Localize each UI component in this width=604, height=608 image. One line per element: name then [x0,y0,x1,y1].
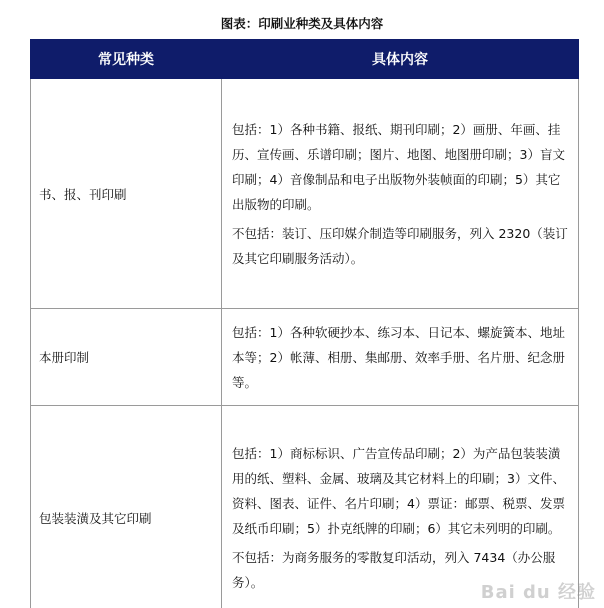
table-row [31,309,579,406]
table-header-row [31,40,579,79]
header-detail: 具体内容 [222,40,579,79]
include-text: 包括：1）各种书籍、报纸、期刊印刷；2）画册、年画、挂历、宣传画、乐谱印刷；图片、地图、地图册印刷；3）盲文印刷；4）音像制品和电子出版物外装帧面的印刷；5）其它出版物的印刷。 [232,121,565,212]
row-kind: 本册印制 [31,309,222,406]
category-table [30,39,579,608]
exclude-text: 不包括：装订、压印媒介制造等印刷服务，列入 2320（装订及其它印刷服务活动）。 [232,225,568,266]
header-kind: 常见种类 [31,40,222,79]
row-kind: 书、报、刊印刷 [31,79,222,309]
include-text: 包括：1）商标标识、广告宣传品印刷；2）为产品包装装潢用的纸、塑料、金属、玻璃及其它材料上的印刷；3）文件、资料、图表、证件、名片印刷；4）票证：邮票、税票、发票及纸币印刷；5）扑克纸牌的印刷；6）其它未列明的印刷。 [232,445,565,536]
row-detail [222,309,579,406]
row-kind: 包装装潢及其它印刷 [31,406,222,608]
table-caption: 图表：印刷业种类及具体内容 [220,16,384,31]
row-detail [222,79,579,309]
include-text: 包括：1）各种软硬抄本、练习本、日记本、螺旋簧本、地址本等；2）帐薄、相册、集邮册、效率手册、名片册、纪念册等。 [232,324,565,390]
exclude-text: 不包括：为商务服务的零散复印活动，列入 7434（办公服务）。 [232,549,556,590]
watermark: Bai du 经验 [480,582,596,603]
table-row [31,79,579,309]
